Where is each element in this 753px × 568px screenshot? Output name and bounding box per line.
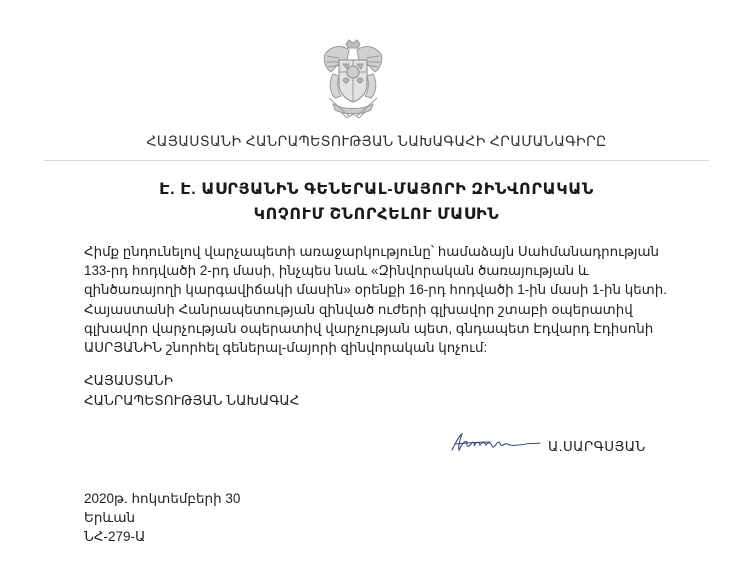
- header-divider: [44, 160, 709, 161]
- body-line: ԱՍՐՅԱՆԻՆ շնորհել գեներալ-մայորի զինվորական կոչում:: [84, 340, 488, 356]
- decree-title: [0, 177, 753, 227]
- decree-number: ՆՀ-279-Ա: [84, 529, 146, 544]
- signer-title: [84, 371, 299, 411]
- title-line: Է. Է. ԱՍՐՅԱՆԻՆ ԳԵՆԵՐԱԼ-ՄԱՅՈՐԻ ԶԻՆՎՈՐԱԿԱՆ: [159, 181, 594, 198]
- decree-header: ՀԱՅԱՍՏԱՆԻ ՀԱՆՐԱՊԵՏՈՒԹՅԱՆ ՆԱԽԱԳԱՀԻ ՀՐԱՄԱՆԱԳԻՐԸ: [146, 133, 607, 149]
- decree-footer: [84, 489, 240, 546]
- body-line: 133-րդ հոդվածի 2-րդ մասի, ինչպես նաև «Զինվորական ծառայության և: [84, 263, 589, 279]
- body-line: գլխավոր վարչության օպերատիվ վարչության պետ, գնդապետ Էդվարդ Էդիսոնի: [84, 320, 654, 336]
- decree-date: 2020թ. հոկտեմբերի 30: [84, 491, 241, 506]
- signer-line: ՀԱՅԱՍՏԱՆԻ: [84, 373, 174, 388]
- body-line: Հայաստանի Հանրապետության զինված ուժերի գլխավոր շտաբի օպերատիվ: [84, 301, 633, 317]
- decree-body: [84, 242, 674, 357]
- title-line: ԿՈՉՈՒՄ ՇՆՈՐՀԵԼՈՒ ՄԱՍԻՆ: [253, 206, 500, 223]
- signatory-name: Ա.ՍԱՐԳՍՅԱՆ: [548, 439, 646, 454]
- body-line: Հիմք ընդունելով վարչապետի առաջարկությունը՝ համաձայն Սահմանադրության: [84, 244, 660, 259]
- body-line: զինծառայողի կարգավիճակի մասին» օրենքի 16-րդ հոդվածի 1-ին մասի 1-ին կետի.: [84, 282, 667, 298]
- signer-line: ՀԱՆՐԱՊԵՏՈՒԹՅԱՆ ՆԱԽԱԳԱՀ: [84, 393, 300, 408]
- coat-of-arms-icon: [319, 38, 387, 122]
- decree-city: Երևան: [84, 510, 136, 525]
- signature-icon: [450, 430, 542, 456]
